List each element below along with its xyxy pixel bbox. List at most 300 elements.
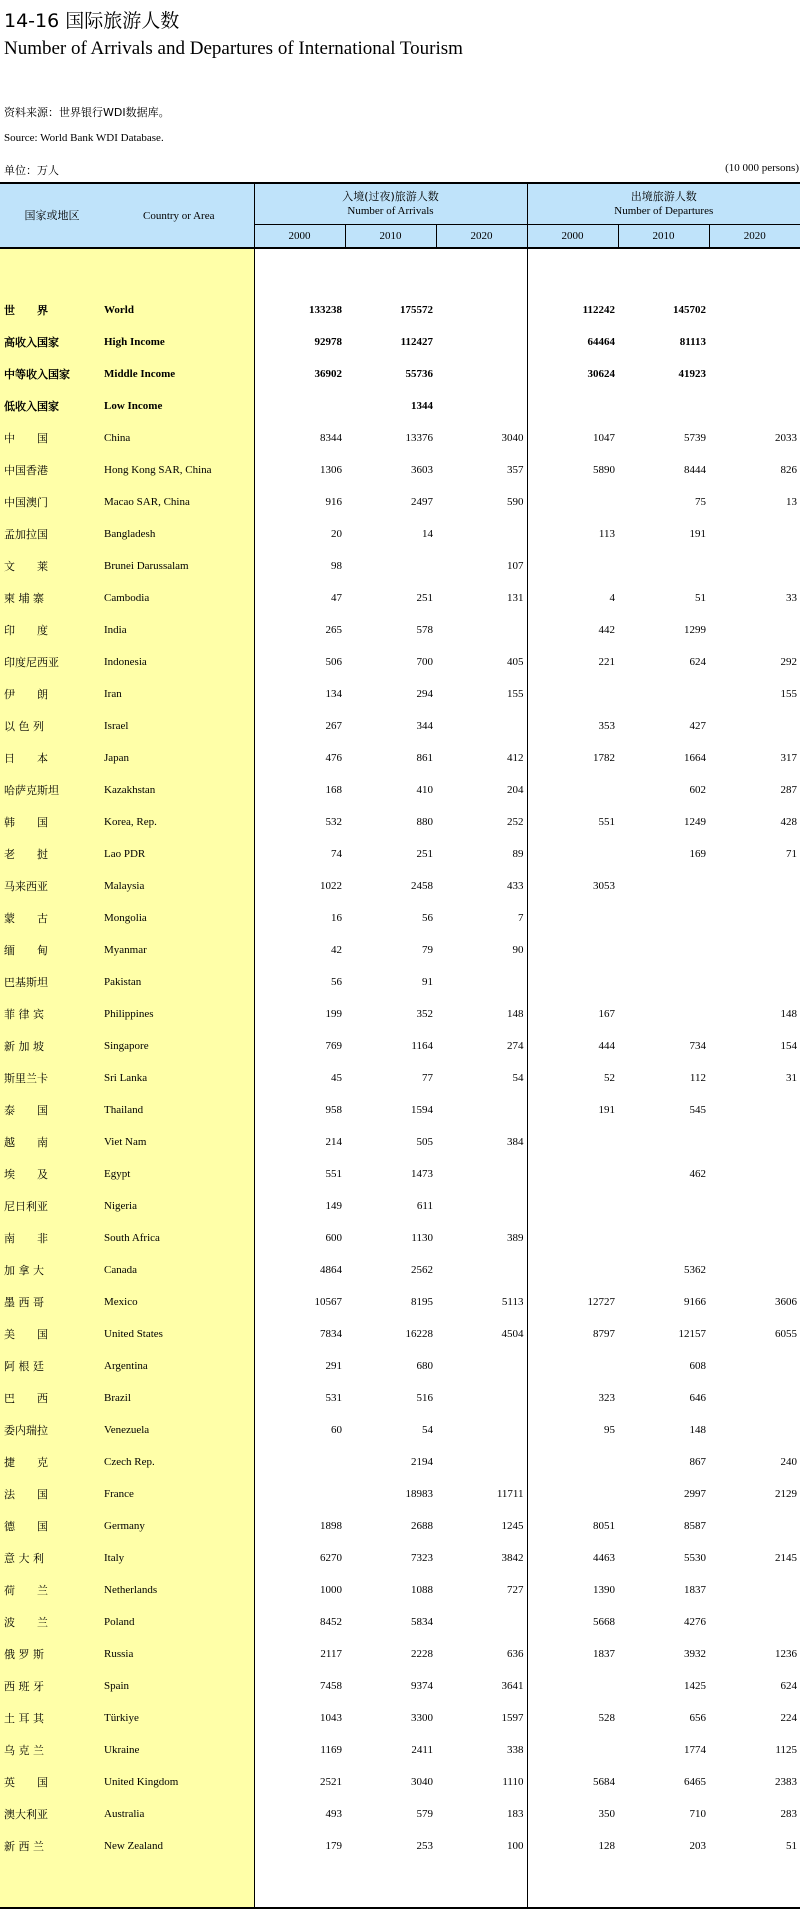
value-cell: 531 [325, 1392, 342, 1404]
country-name-english: Indonesia [104, 646, 254, 678]
value-cell [436, 1446, 527, 1478]
value-cell: 11711 [436, 1478, 527, 1510]
value-cell: 77 [422, 1072, 433, 1084]
value-cell [618, 1222, 709, 1254]
country-name-english: Iran [104, 678, 254, 710]
value-cell [527, 934, 618, 966]
table-row [0, 1670, 800, 1702]
value-cell: 428 [780, 816, 797, 828]
value-cell: 16 [331, 912, 342, 924]
value-cell: 528 [598, 1712, 615, 1724]
value-cell: 251 [416, 848, 433, 860]
value-cell [527, 774, 618, 806]
value-cell [709, 1190, 800, 1222]
value-cell [709, 1382, 800, 1414]
value-cell: 710 [689, 1808, 706, 1820]
value-cell: 3641 [436, 1670, 527, 1702]
value-cell: 1088 [411, 1584, 433, 1596]
header-arrivals-chinese: 入境(过夜)旅游人数 [342, 190, 439, 203]
value-cell: 1306 [320, 464, 342, 476]
value-cell [527, 486, 618, 518]
value-cell: 1344 [411, 400, 433, 412]
value-cell: 412 [436, 742, 527, 774]
country-name-english: China [104, 422, 254, 454]
value-cell: 8344 [320, 432, 342, 444]
value-cell: 64464 [587, 336, 615, 348]
value-cell: 3040 [411, 1776, 433, 1788]
country-name-chinese: 法 国 [0, 1478, 104, 1510]
value-cell: 283 [780, 1808, 797, 1820]
value-cell: 265 [325, 624, 342, 636]
value-cell: 56 [331, 976, 342, 988]
country-name-chinese: 新 西 兰 [0, 1830, 104, 1862]
value-cell: 8444 [684, 464, 706, 476]
value-cell: 1164 [411, 1040, 433, 1052]
spacer-row [0, 248, 800, 294]
value-cell: 214 [325, 1136, 342, 1148]
header-departures [527, 183, 800, 225]
table-row [0, 966, 800, 998]
table-row [0, 1542, 800, 1574]
country-name-english: Bangladesh [104, 518, 254, 550]
table-row [0, 902, 800, 934]
value-cell: 3932 [684, 1648, 706, 1660]
value-cell: 4864 [320, 1264, 342, 1276]
value-cell [618, 390, 709, 422]
spacer-row [0, 1862, 800, 1908]
value-cell: 410 [416, 784, 433, 796]
country-name-chinese: 高收入国家 [0, 326, 104, 358]
country-name-chinese: 哈萨克斯坦 [0, 774, 104, 806]
value-cell: 506 [325, 656, 342, 668]
value-cell [709, 1094, 800, 1126]
country-name-english: Canada [104, 1254, 254, 1286]
value-cell: 2228 [411, 1648, 433, 1660]
table-row [0, 838, 800, 870]
value-cell [527, 1478, 618, 1510]
value-cell: 51 [695, 592, 706, 604]
value-cell: 252 [436, 806, 527, 838]
value-cell: 389 [436, 1222, 527, 1254]
value-cell: 611 [416, 1200, 433, 1212]
country-name-chinese: 英 国 [0, 1766, 104, 1798]
value-cell [527, 966, 618, 998]
value-cell: 1774 [684, 1744, 706, 1756]
value-cell: 204 [436, 774, 527, 806]
header-departures-chinese: 出境旅游人数 [630, 190, 697, 203]
value-cell: 31 [786, 1072, 797, 1084]
value-cell [709, 1350, 800, 1382]
country-name-english: Philippines [104, 998, 254, 1030]
value-cell: 113 [598, 528, 615, 540]
country-name-english: Argentina [104, 1350, 254, 1382]
value-cell [527, 1126, 618, 1158]
country-name-chinese: 日 本 [0, 742, 104, 774]
value-cell [345, 550, 436, 582]
value-cell [618, 1126, 709, 1158]
table-row [0, 326, 800, 358]
country-name-english: Nigeria [104, 1190, 254, 1222]
table-row [0, 422, 800, 454]
value-cell: 3040 [436, 422, 527, 454]
value-cell: 578 [416, 624, 433, 636]
table-row [0, 1766, 800, 1798]
value-cell [709, 1510, 800, 1542]
table-title-english: Number of Arrivals and Departures of International Tourism [4, 38, 463, 59]
value-cell: 1898 [320, 1520, 342, 1532]
value-cell: 13376 [405, 432, 433, 444]
value-cell: 41923 [678, 368, 706, 380]
value-cell: 344 [416, 720, 433, 732]
value-cell: 8797 [593, 1328, 615, 1340]
value-cell: 74 [331, 848, 342, 860]
value-cell [709, 710, 800, 742]
table-row [0, 742, 800, 774]
value-cell: 148 [689, 1424, 706, 1436]
value-cell: 16228 [405, 1328, 433, 1340]
value-cell: 8587 [684, 1520, 706, 1532]
value-cell: 5684 [593, 1776, 615, 1788]
country-name-chinese: 委内瑞拉 [0, 1414, 104, 1446]
header-year: 2010 [618, 225, 709, 249]
value-cell [436, 614, 527, 646]
value-cell: 2129 [775, 1488, 797, 1500]
table-row [0, 870, 800, 902]
value-cell: 579 [416, 1808, 433, 1820]
value-cell: 131 [436, 582, 527, 614]
value-cell: 3603 [411, 464, 433, 476]
table-row [0, 1158, 800, 1190]
country-name-chinese: 中等收入国家 [0, 358, 104, 390]
value-cell [709, 358, 800, 390]
value-cell [618, 902, 709, 934]
value-cell: 405 [436, 646, 527, 678]
country-name-english: Egypt [104, 1158, 254, 1190]
value-cell: 30624 [587, 368, 615, 380]
value-cell: 6465 [684, 1776, 706, 1788]
value-cell: 112 [689, 1072, 706, 1084]
value-cell: 91 [422, 976, 433, 988]
value-cell [436, 1158, 527, 1190]
value-cell: 916 [325, 496, 342, 508]
value-cell: 1022 [320, 880, 342, 892]
value-cell [709, 934, 800, 966]
value-cell [436, 390, 527, 422]
country-name-english: Cambodia [104, 582, 254, 614]
value-cell: 71 [786, 848, 797, 860]
bottom-rule [0, 1907, 800, 1909]
value-cell [709, 326, 800, 358]
value-cell: 20 [331, 528, 342, 540]
country-name-english: Italy [104, 1542, 254, 1574]
value-cell: 4463 [593, 1552, 615, 1564]
value-cell: 624 [689, 656, 706, 668]
table-row [0, 1062, 800, 1094]
value-cell: 2497 [411, 496, 433, 508]
value-cell: 590 [436, 486, 527, 518]
value-cell: 5668 [593, 1616, 615, 1628]
value-cell: 45 [331, 1072, 342, 1084]
country-name-english: Low Income [104, 390, 254, 422]
value-cell [254, 1478, 345, 1510]
value-cell: 2117 [320, 1648, 342, 1660]
value-cell: 54 [422, 1424, 433, 1436]
table-row [0, 806, 800, 838]
table-row [0, 1478, 800, 1510]
value-cell [436, 518, 527, 550]
country-name-chinese: 斯里兰卡 [0, 1062, 104, 1094]
country-name-chinese: 意 大 利 [0, 1542, 104, 1574]
value-cell [709, 1606, 800, 1638]
country-name-english: Brazil [104, 1382, 254, 1414]
table-row [0, 454, 800, 486]
table-row [0, 614, 800, 646]
value-cell: 433 [436, 870, 527, 902]
value-cell: 36902 [314, 368, 342, 380]
value-cell: 2383 [775, 1776, 797, 1788]
value-cell [436, 710, 527, 742]
value-cell [709, 870, 800, 902]
value-cell: 10567 [314, 1296, 342, 1308]
country-name-english: South Africa [104, 1222, 254, 1254]
table-row [0, 678, 800, 710]
value-cell [618, 998, 709, 1030]
country-name-chinese: 中国香港 [0, 454, 104, 486]
value-cell: 56 [422, 912, 433, 924]
value-cell: 54 [436, 1062, 527, 1094]
value-cell: 462 [689, 1168, 706, 1180]
value-cell: 18983 [405, 1488, 433, 1500]
country-name-english: United States [104, 1318, 254, 1350]
country-name-chinese: 尼日利亚 [0, 1190, 104, 1222]
table-row [0, 1414, 800, 1446]
value-cell: 1664 [684, 752, 706, 764]
value-cell: 5530 [684, 1552, 706, 1564]
country-name-english: Venezuela [104, 1414, 254, 1446]
value-cell: 505 [416, 1136, 433, 1148]
table-row [0, 1286, 800, 1318]
value-cell: 95 [604, 1424, 615, 1436]
header-year: 2020 [436, 225, 527, 249]
country-name-chinese: 荷 兰 [0, 1574, 104, 1606]
value-cell: 2458 [411, 880, 433, 892]
value-cell: 267 [325, 720, 342, 732]
country-name-english: Sri Lanka [104, 1062, 254, 1094]
value-cell: 1390 [593, 1584, 615, 1596]
country-name-chinese: 捷 克 [0, 1446, 104, 1478]
country-name-english: Spain [104, 1670, 254, 1702]
country-name-english: Middle Income [104, 358, 254, 390]
value-cell [527, 390, 618, 422]
value-cell: 154 [780, 1040, 797, 1052]
value-cell: 1594 [411, 1104, 433, 1116]
value-cell: 224 [780, 1712, 797, 1724]
country-name-english: Macao SAR, China [104, 486, 254, 518]
country-name-chinese: 孟加拉国 [0, 518, 104, 550]
value-cell: 1130 [411, 1232, 433, 1244]
value-cell: 384 [436, 1126, 527, 1158]
table-row [0, 358, 800, 390]
value-cell: 7 [436, 902, 527, 934]
value-cell [436, 1094, 527, 1126]
value-cell: 1169 [320, 1744, 342, 1756]
country-name-english: Australia [104, 1798, 254, 1830]
value-cell: 516 [416, 1392, 433, 1404]
table-header [0, 183, 800, 248]
value-cell: 1782 [593, 752, 615, 764]
value-cell: 148 [436, 998, 527, 1030]
table-row [0, 1126, 800, 1158]
value-cell [527, 1446, 618, 1478]
country-name-english: Pakistan [104, 966, 254, 998]
country-name-chinese: 韩 国 [0, 806, 104, 838]
value-cell [527, 1190, 618, 1222]
value-cell: 1837 [684, 1584, 706, 1596]
value-cell: 79 [422, 944, 433, 956]
value-cell [709, 614, 800, 646]
value-cell: 867 [689, 1456, 706, 1468]
country-name-chinese: 马来西亚 [0, 870, 104, 902]
value-cell: 253 [416, 1840, 433, 1852]
value-cell: 3300 [411, 1712, 433, 1724]
value-cell: 608 [689, 1360, 706, 1372]
table-row [0, 582, 800, 614]
value-cell: 221 [598, 656, 615, 668]
value-cell: 191 [598, 1104, 615, 1116]
country-name-chinese: 柬 埔 寨 [0, 582, 104, 614]
table-row [0, 1606, 800, 1638]
value-cell: 1425 [684, 1680, 706, 1692]
value-cell: 179 [325, 1840, 342, 1852]
country-name-chinese: 埃 及 [0, 1158, 104, 1190]
value-cell: 8452 [320, 1616, 342, 1628]
value-cell: 317 [780, 752, 797, 764]
value-cell: 13 [786, 496, 797, 508]
value-cell: 47 [331, 592, 342, 604]
table-row [0, 390, 800, 422]
country-name-chinese: 以 色 列 [0, 710, 104, 742]
value-cell: 602 [689, 784, 706, 796]
value-cell: 128 [598, 1840, 615, 1852]
value-cell: 89 [436, 838, 527, 870]
value-cell [254, 1446, 345, 1478]
country-name-chinese: 世 界 [0, 294, 104, 326]
value-cell [436, 1350, 527, 1382]
value-cell: 183 [436, 1798, 527, 1830]
value-cell [527, 1670, 618, 1702]
value-cell [618, 966, 709, 998]
value-cell: 149 [325, 1200, 342, 1212]
value-cell: 5890 [593, 464, 615, 476]
value-cell: 2145 [775, 1552, 797, 1564]
value-cell [709, 1158, 800, 1190]
table-row [0, 1638, 800, 1670]
country-name-english: Netherlands [104, 1574, 254, 1606]
value-cell: 9374 [411, 1680, 433, 1692]
country-name-chinese: 中 国 [0, 422, 104, 454]
header-country-english: Country or Area [104, 183, 254, 248]
value-cell: 287 [780, 784, 797, 796]
value-cell [618, 550, 709, 582]
table-row [0, 486, 800, 518]
table-row [0, 1350, 800, 1382]
table-row [0, 1830, 800, 1862]
country-name-english: France [104, 1478, 254, 1510]
value-cell [709, 902, 800, 934]
value-cell: 1000 [320, 1584, 342, 1596]
value-cell [527, 902, 618, 934]
country-name-english: India [104, 614, 254, 646]
value-cell: 880 [416, 816, 433, 828]
value-cell: 442 [598, 624, 615, 636]
value-cell: 427 [689, 720, 706, 732]
country-name-english: Lao PDR [104, 838, 254, 870]
value-cell: 2411 [411, 1744, 433, 1756]
country-name-chinese: 波 兰 [0, 1606, 104, 1638]
country-name-english: Korea, Rep. [104, 806, 254, 838]
value-cell: 1245 [436, 1510, 527, 1542]
value-cell: 60 [331, 1424, 342, 1436]
country-name-chinese: 蒙 古 [0, 902, 104, 934]
value-cell: 294 [416, 688, 433, 700]
value-cell [709, 1574, 800, 1606]
header-year: 2020 [709, 225, 800, 249]
value-cell: 323 [598, 1392, 615, 1404]
value-cell: 168 [325, 784, 342, 796]
country-name-chinese: 阿 根 廷 [0, 1350, 104, 1382]
value-cell: 8195 [411, 1296, 433, 1308]
unit-label-english: (10 000 persons) [725, 162, 799, 174]
table-row [0, 1030, 800, 1062]
value-cell [436, 358, 527, 390]
value-cell: 352 [416, 1008, 433, 1020]
country-name-english: Russia [104, 1638, 254, 1670]
value-cell [436, 326, 527, 358]
value-cell [709, 1414, 800, 1446]
country-name-english: Mongolia [104, 902, 254, 934]
table-row [0, 1574, 800, 1606]
header-arrivals-english: Number of Arrivals [347, 205, 434, 217]
country-name-english: United Kingdom [104, 1766, 254, 1798]
value-cell: 14 [422, 528, 433, 540]
table-row [0, 1190, 800, 1222]
value-cell: 7323 [411, 1552, 433, 1564]
value-cell: 2033 [775, 432, 797, 444]
country-name-chinese: 泰 国 [0, 1094, 104, 1126]
table-row [0, 774, 800, 806]
country-name-chinese: 德 国 [0, 1510, 104, 1542]
value-cell: 476 [325, 752, 342, 764]
header-country-chinese: 国家或地区 [0, 183, 104, 248]
value-cell [436, 1414, 527, 1446]
value-cell: 134 [325, 688, 342, 700]
country-name-english: Germany [104, 1510, 254, 1542]
table-row [0, 1254, 800, 1286]
value-cell: 532 [325, 816, 342, 828]
country-name-english: Japan [104, 742, 254, 774]
country-name-english: Poland [104, 1606, 254, 1638]
value-cell: 1249 [684, 816, 706, 828]
country-name-chinese: 俄 罗 斯 [0, 1638, 104, 1670]
value-cell: 958 [325, 1104, 342, 1116]
country-name-english: Hong Kong SAR, China [104, 454, 254, 486]
value-cell: 7834 [320, 1328, 342, 1340]
table-row [0, 1446, 800, 1478]
value-cell [527, 1734, 618, 1766]
value-cell [527, 1222, 618, 1254]
value-cell [709, 390, 800, 422]
value-cell [618, 678, 709, 710]
